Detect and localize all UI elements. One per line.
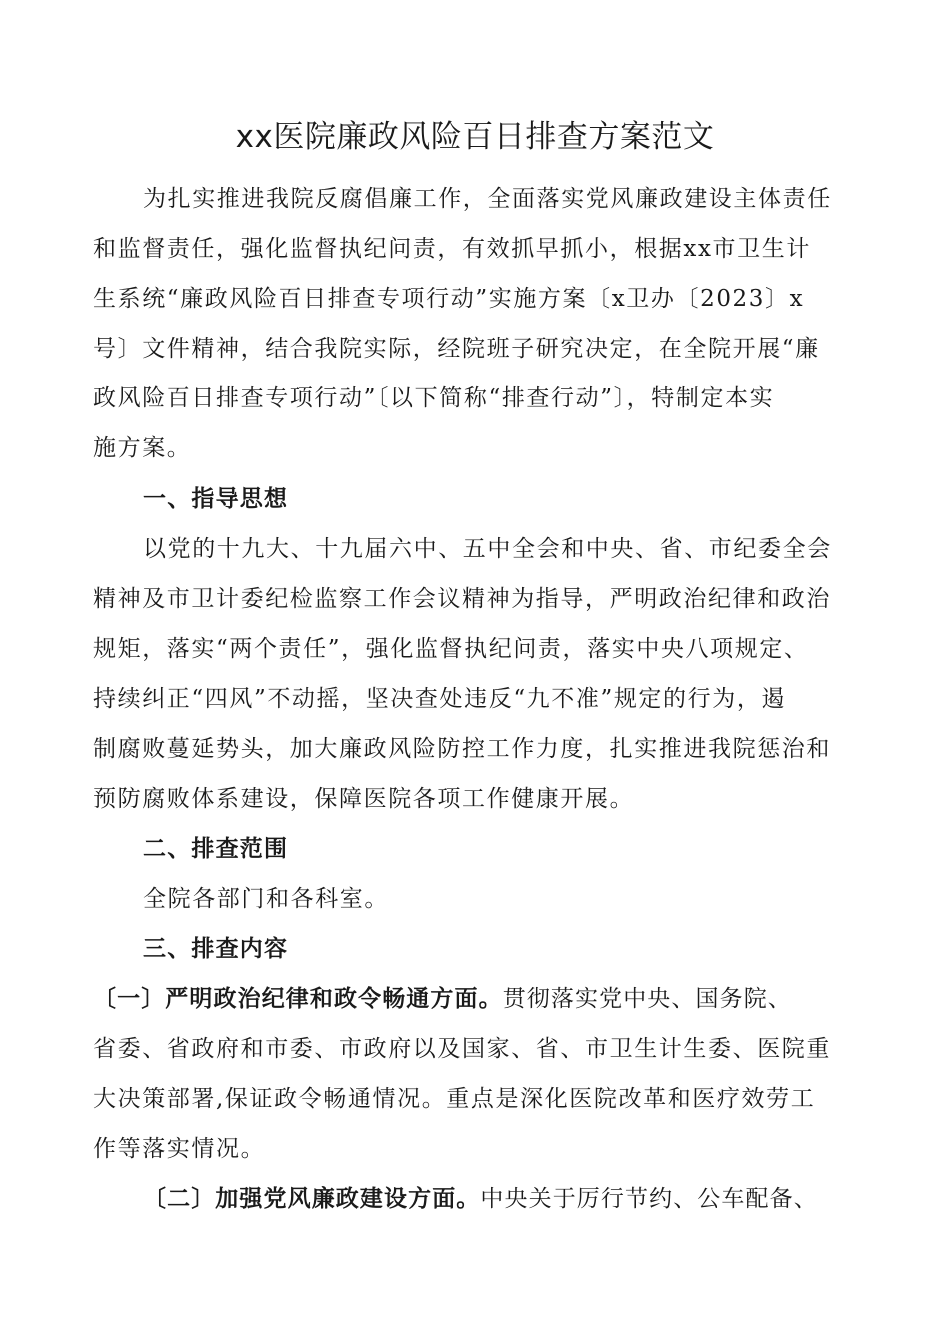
item2-bold-lead: 〔二〕加强党风廉政建设方面。 [143, 1186, 481, 1212]
section2-line: 全院各部门和各科室。 [143, 886, 389, 912]
item1-line: 作等落实情况。 [93, 1136, 266, 1162]
item1-line: 大决策部署,保证政令畅通情况。重点是深化医院改革和医疗效劳工 [93, 1086, 816, 1112]
item2-first-line [143, 1184, 818, 1214]
intro-line: 生系统“廉政风险百日排查专项行动”实施方案〔x卫办〔2023〕x [93, 286, 805, 312]
section1-line: 规矩，落实“两个责任”，强化监督执纪问责，落实中央八项规定、 [93, 636, 809, 662]
document-title: xx医院廉政风险百日排查方案范文 [235, 119, 715, 155]
section1-line: 以党的十九大、十九届六中、五中全会和中央、省、市纪委全会 [143, 536, 832, 562]
intro-line: 施方案。 [93, 435, 192, 461]
item1-lead-rest: 贯彻落实党中央、国务院、 [502, 986, 792, 1012]
item1-bold-lead: 〔一〕严明政治纪律和政令畅通方面。 [93, 986, 503, 1012]
intro-line: 为扎实推进我院反腐倡廉工作，全面落实党风廉政建设主体责任 [143, 186, 832, 212]
section-heading-guiding-ideology: 一、指导思想 [143, 486, 289, 512]
section1-line: 持续纠正“四风”不动摇，坚决查处违反“九不准”规定的行为，遏 [93, 686, 787, 712]
intro-line: 号〕文件精神，结合我院实际，经院班子研究决定，在全院开展“廉 [93, 336, 820, 362]
intro-line: 政风险百日排查专项行动”〔以下简称“排查行动”〕，特制定本实 [93, 385, 775, 411]
item1-first-line [93, 984, 792, 1014]
section-heading-scope: 二、排查范围 [143, 836, 289, 862]
intro-line: 和监督责任，强化监督执纪问责，有效抓早抓小，根据xx市卫生计 [93, 236, 811, 262]
section1-line: 制腐败蔓延势头，加大廉政风险防控工作力度，扎实推进我院惩治和 [93, 736, 831, 762]
item1-line: 省委、省政府和市委、市政府以及国家、省、市卫生计生委、医院重 [93, 1036, 831, 1062]
section1-line: 精神及市卫计委纪检监察工作会议精神为指导，严明政治纪律和政治 [93, 586, 831, 612]
section1-line: 预防腐败体系建设，保障医院各项工作健康开展。 [93, 786, 635, 812]
item2-lead-rest: 中央关于厉行节约、公车配备、 [480, 1186, 818, 1212]
section-heading-content: 三、排查内容 [143, 936, 289, 962]
